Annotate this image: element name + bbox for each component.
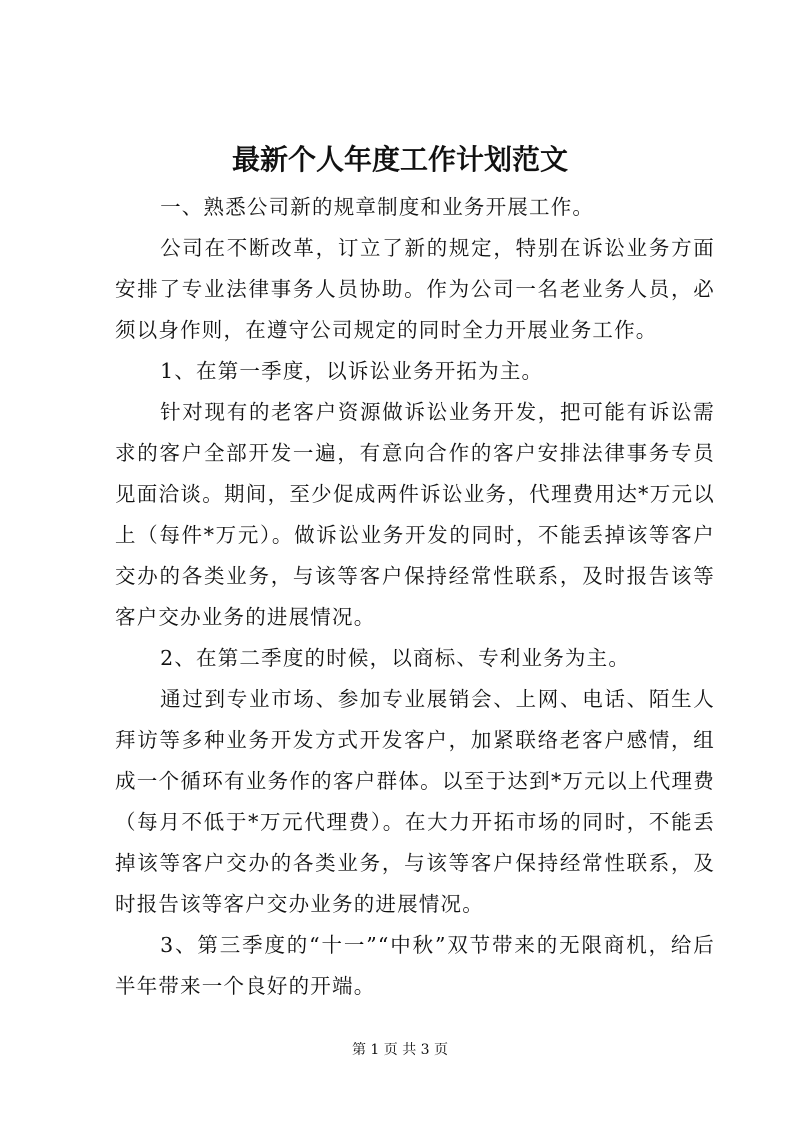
- body-paragraph: 针对现有的老客户资源做诉讼业务开发，把可能有诉讼需求的客户全部开发一遍，有意向合作的客户安排法律事务专员见面洽谈。期间，至少促成两件诉讼业务，代理费用达*万元以上（每件*万元）。做诉讼业务开发的同时，不能丢掉该等客户交办的各类业务，与该等客户保持经常性联系，及时报告该等客户交办业务的进展情况。: [115, 400, 715, 629]
- section-heading: 一、熟悉公司新的规章制度和业务开展工作。: [160, 195, 595, 219]
- subsection-heading: 1、在第一季度，以诉讼业务开拓为主。: [160, 359, 544, 383]
- body-paragraph: 公司在不断改革，订立了新的规定，特别在诉讼业务方面安排了专业法律事务人员协助。作为公司一名老业务人员，必须以身作则，在遵守公司规定的同时全力开展业务工作。: [115, 236, 715, 342]
- body-paragraph: 通过到专业市场、参加专业展销会、上网、电话、陌生人拜访等多种业务开发方式开发客户，加紧联络老客户感情，组成一个循环有业务作的客户群体。以至于达到*万元以上代理费（每月不低于*万元代理费）。在大力开拓市场的同时，不能丢掉该等客户交办的各类业务，与该等客户保持经常性联系，及时报告该等客户交办业务的进展情况。: [115, 687, 715, 916]
- subsection-heading: 2、在第二季度的时候，以商标、专利业务为主。: [160, 646, 631, 670]
- subsection-heading: 3、第三季度的“十一”“中秋”双节带来的无限商机，给后半年带来一个良好的开端。: [115, 933, 715, 998]
- document-body: [115, 187, 715, 1007]
- page-number-footer: 第 1 页 共 3 页: [351, 1042, 449, 1058]
- document-title: 最新个人年度工作计划范文: [231, 143, 568, 176]
